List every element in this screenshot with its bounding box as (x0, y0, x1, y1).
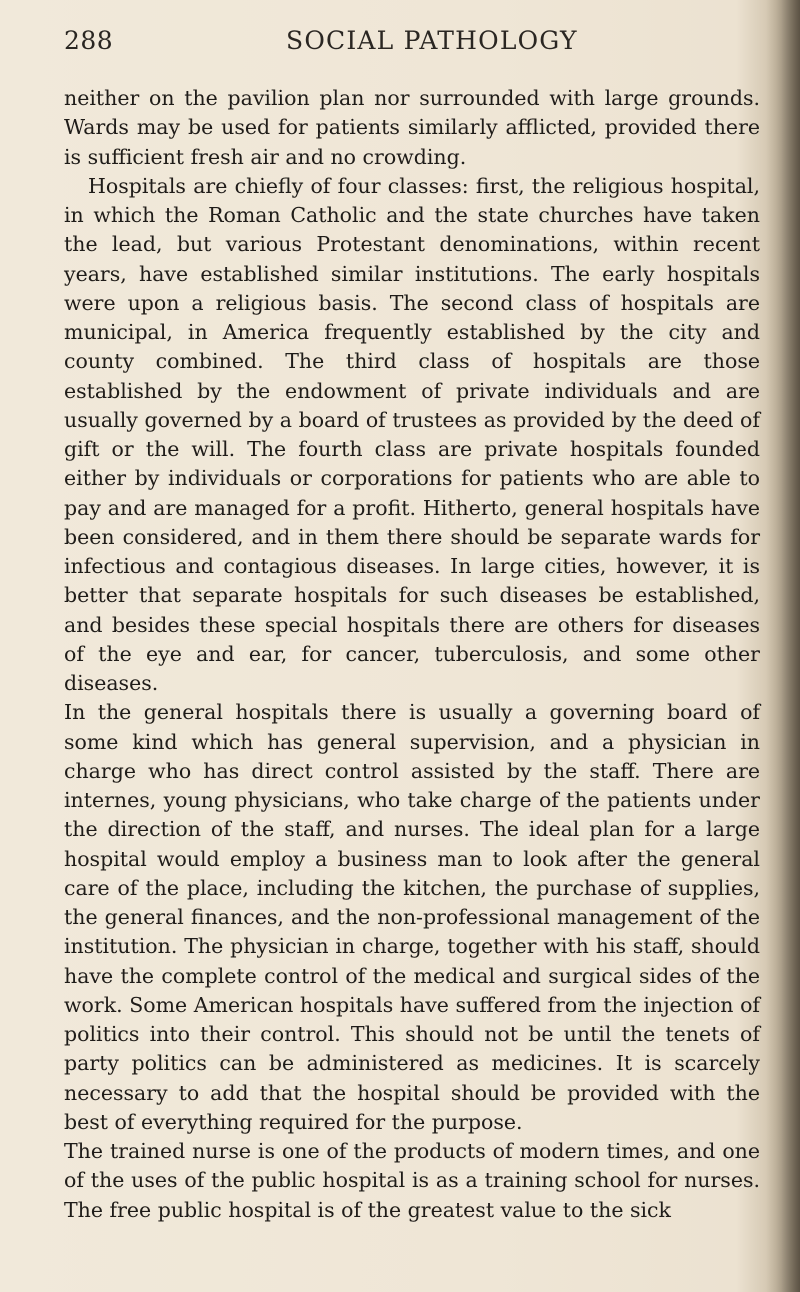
page-number: 288 (64, 26, 114, 55)
paragraph-hospital-governance: In the general hospitals there is usually a governing board of some kind which has general supervision, and a physician in charge who has direct control assisted by the staff. There are internes, young physicians, who take charge of the patients under the direction of the staff, and nurses. The ideal plan for a large hospital would employ a business man to look after the general care of the place, including the kitchen, the purchase of supplies, the general finances, and the non-professional management of the institution. The physician in charge, together with his staff, should have the complete control of the medical and surgical sides of the work. Some American hospitals have suffered from the injection of politics into their control. This should not be until the tenets of party politics can be administered as medicines. It is scarcely necessary to add that the hospital should be provided with the best of everything required for the purpose. (64, 700, 760, 1134)
paragraph-trained-nurse: The trained nurse is one of the products of modern times, and one of the uses of the public hospital is as a training school for nurses. The free public hospital is of the greatest value to the sick (64, 1139, 760, 1222)
page-header (64, 26, 754, 66)
body-text (64, 84, 760, 1225)
paragraph-continued: neither on the pavilion plan nor surrounded with large grounds. Wards may be used for patients similarly afflicted, provided there is sufficient fresh air and no crowding. (64, 86, 760, 169)
page-edge-shadow (766, 0, 800, 1292)
running-head: SOCIAL PATHOLOGY (286, 26, 578, 55)
paragraph-hospital-classes: Hospitals are chiefly of four classes: first, the religious hospital, in which the Roman Catholic and the state churches have taken the lead, but various Protestant denominations, within recent years, have established similar institutions. The early hospitals were upon a religious basis. The second class of hospitals are municipal, in America frequently established by the city and county combined. The third class of hospitals are those established by the endowment of private individuals and are usually governed by a board of trustees as provided by the deed of gift or the will. The fourth class are private hospitals founded either by individuals or corporations for patients who are able to pay and are managed for a profit. Hitherto, general hospitals have been considered, and in them there should be separate wards for infectious and contagious diseases. In large cities, however, it is better that separate hospitals for such diseases be established, and besides these special hospitals there are others for diseases of the eye and ear, for cancer, tuberculosis, and some other diseases. (64, 173, 760, 695)
